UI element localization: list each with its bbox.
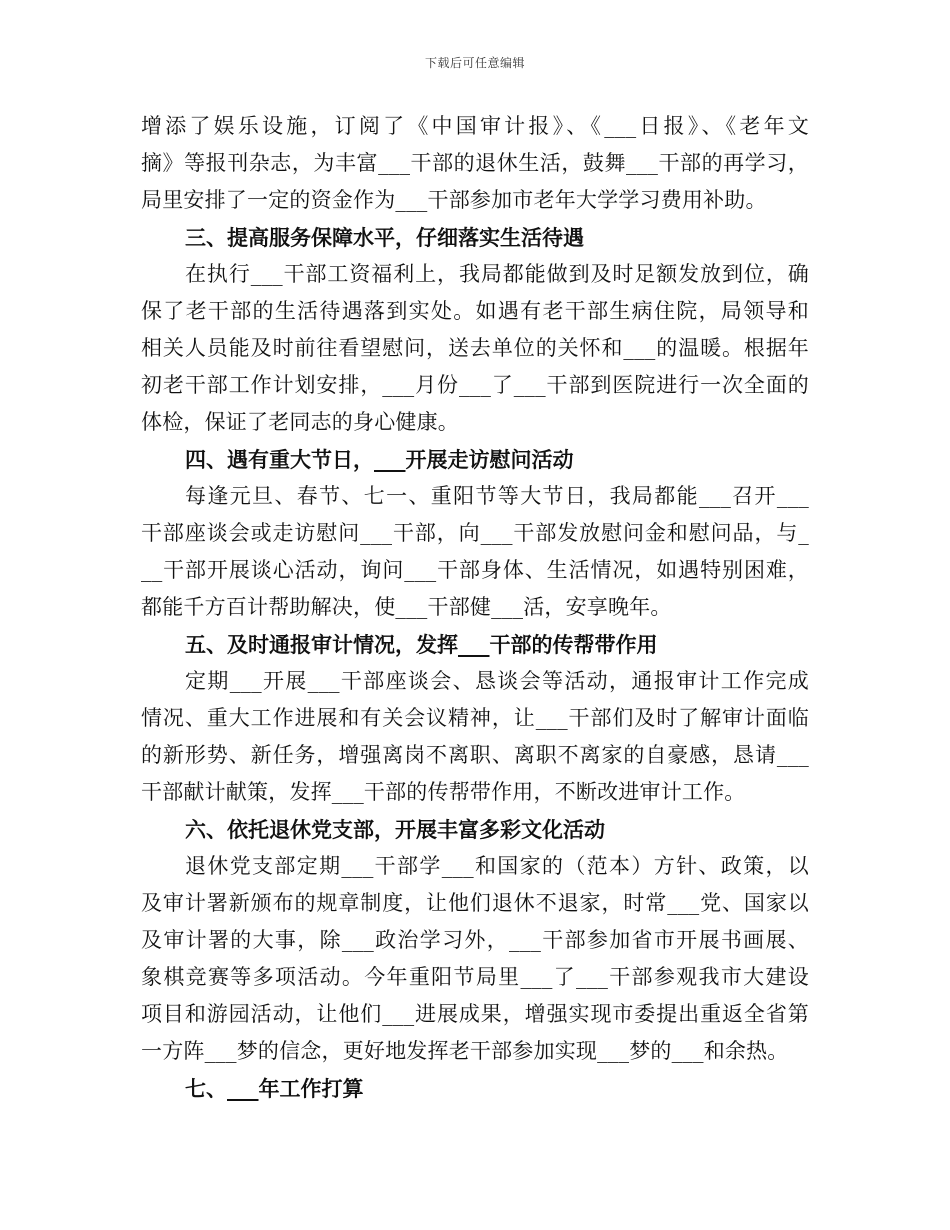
document-body (141, 108, 809, 1107)
page-header: 下载后可任意编辑 (424, 56, 525, 70)
paragraph (141, 478, 809, 626)
text-line: 退休党支部定期___干部学___和国家的（范本）方针、政策，以 (185, 854, 809, 878)
text-line: 相关人员能及时前往看望慰问，送去单位的关怀和___的温暖。根据年 (141, 336, 809, 360)
text-line: 及审计署的大事，除___政治学习外，___干部参加省市开展书画展、 (141, 928, 809, 952)
paragraph (141, 663, 809, 811)
text-line: 局里安排了一定的资金作为___干部参加市老年大学学习费用补助。 (141, 188, 767, 212)
section-heading: 七、___年工作打算 (185, 1076, 364, 1101)
section-heading: 三、提高服务保障水平，仔细落实生活待遇 (185, 225, 584, 250)
text-line: 一方阵___梦的信念，更好地发挥老干部参加实现___梦的___和余热。 (141, 1039, 789, 1063)
paragraph (141, 848, 809, 1070)
text-line: 项目和游园活动，让他们___进展成果，增强实现市委提出重返全省第 (141, 1002, 809, 1026)
paragraph (141, 108, 809, 219)
text-line: 的新形势、新任务，增强离岗不离职、离职不离家的自豪感，恳请___ (141, 743, 809, 767)
section-heading: 五、及时通报审计情况，发挥___干部的传帮带作用 (185, 632, 658, 657)
text-line: 干部献计献策，发挥___干部的传帮带作用，不断改进审计工作。 (141, 780, 746, 804)
text-line: 都能千方百计帮助解决，使___干部健___活，安享晚年。 (141, 595, 672, 619)
text-line: 情况、重大工作进展和有关会议精神，让___干部们及时了解审计面临 (141, 706, 809, 730)
text-line: __干部开展谈心活动，询问___干部身体、生活情况，如遇特别困难， (141, 558, 809, 582)
text-line: 体检，保证了老同志的身心健康。 (141, 410, 459, 434)
text-line: 在执行___干部工资福利上，我局都能做到及时足额发放到位，确 (185, 262, 809, 286)
text-line: 及审计署新颁布的规章制度，让他们退休不退家，时常___党、国家以 (141, 891, 809, 915)
text-line: 每逢元旦、春节、七一、重阳节等大节日，我局都能___召开___ (185, 484, 809, 508)
text-line: 初老干部工作计划安排，___月份___了___干部到医院进行一次全面的 (141, 373, 809, 397)
text-line: 象棋竞赛等多项活动。今年重阳节局里___了___干部参观我市大建设 (141, 965, 809, 989)
text-line: 摘》等报刊杂志，为丰富___干部的退休生活，鼓舞___干部的再学习， (141, 151, 809, 175)
paragraph (141, 256, 809, 441)
text-line: 定期___开展___干部座谈会、恳谈会等活动，通报审计工作完成 (185, 669, 809, 693)
text-line: 干部座谈会或走访慰问___干部，向___干部发放慰问金和慰问品，与_ (141, 521, 809, 545)
section-heading: 四、遇有重大节日，___开展走访慰问活动 (185, 447, 574, 472)
section-heading: 六、依托退休党支部，开展丰富多彩文化活动 (185, 817, 605, 842)
text-line: 增添了娱乐设施，订阅了《中国审计报》、《___日报》、《老年文 (141, 114, 809, 138)
text-line: 保了老干部的生活待遇落到实处。如遇有老干部生病住院，局领导和 (141, 299, 809, 323)
